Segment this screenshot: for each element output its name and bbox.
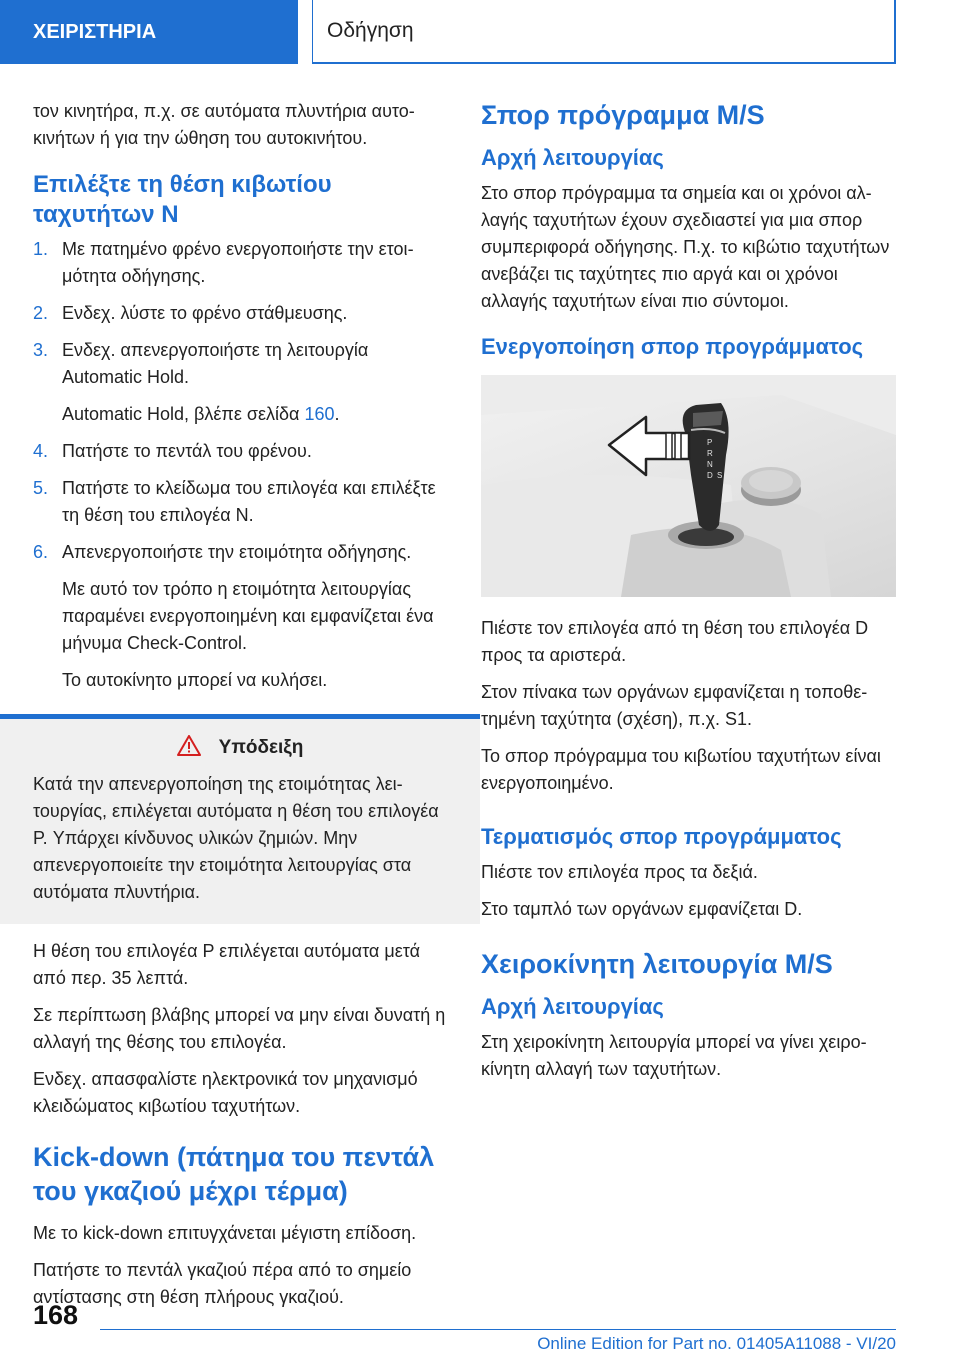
step-number: 6. — [33, 542, 49, 562]
chapter-tab: Οδήγηση — [312, 0, 896, 64]
heading-sport-program: Σπορ πρόγραμμα M/S — [481, 100, 765, 130]
warning-icon — [177, 735, 201, 761]
paragraph: Στο ταμπλό των οργάνων εμφανίζεται D. — [481, 899, 803, 919]
step-number: 1. — [33, 239, 49, 259]
heading-position-n: Επιλέξτε τη θέση κιβωτίου ταχυτήτων N — [33, 171, 332, 228]
heading-kick-down: Kick-down (πάτημα του πεντάλ του γκαζιού μέχρι τέρμα) — [33, 1142, 435, 1206]
subnote-tail: . — [334, 404, 340, 424]
step-text: Απενεργοποιήστε την ετοιμότητα οδήγησης. — [62, 542, 412, 562]
section-tab: ΧΕΙΡΙΣΤΗΡΙΑ — [0, 0, 298, 64]
paragraph: Πιέστε τον επιλογέα από τη θέση του επιλογέα D προς τα αριστερά. — [481, 618, 869, 665]
heading-manual-mode: Χειροκίνητη λειτουργία M/S — [481, 949, 833, 979]
step-text: Πατήστε το κλείδωμα του επιλογέα και επιλέξτε τη θέση του επιλογέα N. — [62, 478, 436, 525]
step-text: Ενδεχ. λύστε το φρένο στάθμευσης. — [62, 303, 348, 323]
gear-label-p: P — [707, 438, 713, 447]
step-number: 2. — [33, 303, 49, 323]
paragraph: Με το kick-down επιτυγχάνεται μέγιστη επίδοση. — [33, 1223, 417, 1243]
heading-activate-sport: Ενεργοποίηση σπορ προγράμματος — [481, 334, 864, 359]
notice-text: Κατά την απενεργοποίηση της ετοιμότητας λειτουργίας, επιλέγεται αυτόματα η θέση του επιλογέα P. Υπάρχει κίνδυνος υλικών ζημιών. Μην απενεργοποιείτε την ετοιμότητα λειτουργίας στα αυτόματα πλυντήρια. — [33, 774, 439, 902]
step-text: Με πατημένο φρένο ενεργοποιήστε την ετοιμότητα οδήγησης. — [62, 239, 414, 286]
paragraph: Πατήστε το πεντάλ γκαζιού πέρα από το σημείο αντίστασης στη θέση πλήρους γκαζιού. — [33, 1260, 412, 1307]
paragraph: Ενδεχ. απασφαλίστε ηλεκτρονικά τον μηχανισμό κλειδώματος κιβωτίου ταχυτήτων. — [33, 1069, 418, 1116]
gear-label-n: N — [707, 460, 713, 469]
step-item — [33, 438, 447, 465]
footer-divider — [100, 1329, 896, 1330]
notice-box — [0, 714, 480, 924]
step-text: Ενδεχ. απενεργοποιήστε τη λειτουργία Automatic Hold. — [62, 340, 369, 387]
step-subnote: Με αυτό τον τρόπο η ετοιμότητα λειτουργίας παραμένει ενεργοποιημένη και εμφανίζεται ένα μήνυμα Check-Control. — [62, 579, 434, 653]
heading-principle-manual: Αρχή λειτουργίας — [481, 994, 664, 1019]
step-item — [33, 539, 447, 694]
gear-label-r: R — [707, 449, 713, 458]
heading-end-sport: Τερματισμός σπορ προγράμματος — [481, 824, 842, 849]
paragraph: Σε περίπτωση βλάβης μπορεί να μην είναι δυνατή η αλλαγή της θέσης του επιλογέα. — [33, 1005, 446, 1052]
step-item — [33, 300, 447, 327]
paragraph: Στο σπορ πρόγραμμα τα σημεία και οι χρόνοι αλλαγής ταχυτήτων έχουν σχεδιαστεί για μια σπορ συμπεριφορά οδήγησης. Π.χ. το κιβώτιο ταχυτήτων ανεβάζει τις ταχύτητες πιο αργά και οι χρόνοι αλλαγής ταχυτήτων είναι πιο σύντομοι. — [481, 183, 890, 311]
gear-selector-image — [481, 375, 896, 597]
subnote-text: Automatic Hold, βλέπε σελίδα — [62, 404, 305, 424]
notice-header — [33, 735, 447, 761]
paragraph: Στον πίνακα των οργάνων εμφανίζεται η τοποθετημένη ταχύτητα (σχέση), π.χ. S1. — [481, 682, 868, 729]
paragraph: Στη χειροκίνητη λειτουργία μπορεί να γίνει χειροκίνητη αλλαγή των ταχυτήτων. — [481, 1032, 867, 1079]
step-subnote: Το αυτοκίνητο μπορεί να κυλήσει. — [62, 670, 328, 690]
gear-label-s: S — [717, 471, 723, 480]
step-number: 4. — [33, 441, 49, 461]
step-text: Πατήστε το πεντάλ του φρένου. — [62, 441, 312, 461]
paragraph: Η θέση του επιλογέα P επιλέγεται αυτόματα μετά από περ. 35 λεπτά. — [33, 941, 420, 988]
step-item — [33, 475, 447, 529]
step-number: 5. — [33, 478, 49, 498]
heading-principle: Αρχή λειτουργίας — [481, 145, 664, 170]
paragraph: Πιέστε τον επιλογέα προς τα δεξιά. — [481, 862, 758, 882]
paragraph: Το σπορ πρόγραμμα του κιβωτίου ταχυτήτων είναι ενεργοποιημένο. — [481, 746, 881, 793]
step-number: 3. — [33, 340, 49, 360]
gear-label-d: D — [707, 471, 713, 480]
step-item — [33, 236, 447, 290]
gear-selector-illustration — [481, 375, 896, 597]
notice-title: Υπόδειξη — [218, 737, 304, 758]
right-column — [481, 98, 896, 1093]
step-item — [33, 337, 447, 428]
intro-paragraph: τον κινητήρα, π.χ. σε αυτόματα πλυντήρια αυτοκινήτων ή για την ώθηση του αυτοκινήτου. — [33, 101, 415, 148]
steps-list — [33, 236, 447, 694]
page-link[interactable]: 160 — [304, 404, 335, 424]
page-number: 168 — [33, 1300, 79, 1330]
left-column — [33, 98, 447, 1321]
step-subnote — [62, 401, 447, 428]
edition-label: Online Edition for Part no. 01405A11088 - VI/20 — [537, 1334, 896, 1353]
